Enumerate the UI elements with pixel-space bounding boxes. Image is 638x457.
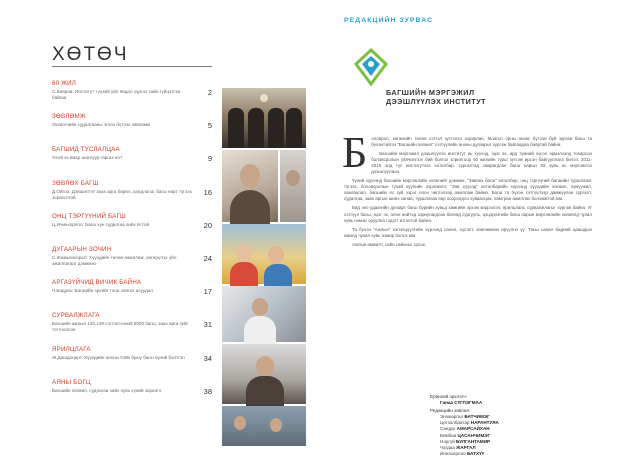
photo-children bbox=[222, 224, 306, 284]
toc-item[interactable] bbox=[52, 80, 212, 113]
photo-group-portrait bbox=[222, 88, 306, 148]
board-member-last: НАРАНТУЯА bbox=[470, 420, 499, 426]
editorial-article bbox=[342, 128, 592, 251]
board-member-first: Бямбаа bbox=[440, 432, 457, 438]
toc-item[interactable] bbox=[52, 146, 212, 179]
editorial-board-label: Редакцийн зөвлөл: bbox=[430, 408, 471, 414]
toc-item-description: Үнэлгээ ямар шалгуур гаргах вэ? bbox=[52, 155, 123, 161]
toc-item-heading: ЗӨВЛӨХ БАГШ bbox=[52, 179, 99, 187]
editorial-credits bbox=[430, 394, 499, 457]
face-shape bbox=[270, 418, 282, 432]
toc-item-page: 16 bbox=[203, 187, 212, 197]
photo-meeting bbox=[222, 406, 306, 446]
toc-item[interactable] bbox=[52, 180, 212, 213]
toc-item[interactable] bbox=[52, 279, 212, 312]
article-paragraph: Үүний хүрээнд багшийн мэргэжлийн хөгжлийг дэмжих, "Зөвлөх багш" хөтөлбөр, онц тэргүүний багшийн туршлагыг түгээх, боловсролын тухай хуулийн хэрэгжилт, "Зөв хүүхэд" хөтөлбөрийн хүрээнд хүүхдийн хөгжил, хүмүүжил, хамгаалал, багшийн ёс зүй зэрэг олон чиглэлээр ажиллаж байна. Багш та бүхэн сэтгүүлээр дамжуулан сургалт, судалгаа, заах аргын шинэ санаа, туршлагаа өөр хоорондоо хуваалцах, хамтран ажиллах боломжтой юм. bbox=[344, 178, 592, 202]
institute-logo-icon bbox=[350, 46, 392, 88]
article-paragraph: Та бүхэн "Ажлын" хэлэлцүүлгийн хүрээнд санал, хүсэлт, зөвлөмжөө ирүүлнэ үү. Таны санал бидний цаашдын ажилд чухал хувь нэмэр болох юм. bbox=[344, 226, 592, 238]
toc-item[interactable] bbox=[52, 113, 212, 146]
board-member-last: БАТХҮҮ bbox=[467, 450, 485, 456]
photo-interview bbox=[222, 344, 306, 404]
photo-teacher-portrait bbox=[222, 150, 278, 222]
toc-item-heading: АЯНЫ БОГЦ bbox=[52, 378, 91, 386]
face-shape bbox=[256, 356, 274, 376]
institute-logo-line1: БАГШИЙН МЭРГЭЖИЛ bbox=[386, 88, 475, 97]
toc-item[interactable] bbox=[52, 246, 212, 279]
photo-classroom bbox=[280, 150, 306, 222]
board-member-first: Иннэхорлоо bbox=[440, 450, 466, 456]
chief-editor-label: Ерөнхий эрхлэгч: bbox=[430, 394, 467, 399]
board-member-first: Энхжаргал bbox=[440, 414, 464, 420]
body-shape bbox=[244, 316, 276, 344]
face-shape bbox=[286, 170, 300, 186]
toc-item-heading: АРГАЗҮЙЧИД ВИЧИК БАЙНА bbox=[52, 279, 142, 287]
article-paragraph: Багшийн мэргэжил дээшлүүлэх институт нь хүүхэд, эцэг эх, ард түмний хүсэл эрмэлзэлд тохирсон боловсролын үйлчилгээг бий болгох зорилгоор 60 жилийн турш зүтгэж ирсэн байгууллага билээ. 2011-2015 онд тус институтээс хөтөлбөр, сургалтад хамрагдсан багш нарын 92 хувь нь мэргэжлээ дээшлүүлжээ. bbox=[371, 151, 592, 175]
toc-item[interactable] bbox=[52, 346, 212, 379]
editorial-heading: РЕДАКЦИЙН ЗУРВАС bbox=[344, 17, 434, 24]
toc-item[interactable] bbox=[52, 213, 212, 246]
toc-item-description: С.Баяраа: Институт түүхий үйл явдал үүргээ сайн гүйцэтгэж байгаа bbox=[52, 89, 181, 100]
board-member bbox=[430, 451, 499, 457]
toc-item[interactable] bbox=[52, 312, 212, 345]
face-shape bbox=[236, 244, 252, 262]
toc-item-description: Д.Ойгоо: Дэвшилтэт заах арга барил, хандлагыг багш нарт түгээх зорилготой bbox=[52, 188, 192, 200]
board-member-last: БАТЧИМЭГ bbox=[464, 414, 490, 420]
face-shape bbox=[234, 416, 246, 430]
chief-editor-row bbox=[430, 400, 499, 406]
board-member-first: Чагдаа bbox=[440, 444, 455, 450]
toc-item-page: 31 bbox=[203, 320, 212, 330]
toc-item-page: 5 bbox=[207, 121, 212, 131]
emblem-icon bbox=[260, 94, 268, 102]
body-shape bbox=[246, 376, 284, 406]
board-member-last: БУЛГАНТАМИР bbox=[456, 438, 491, 444]
toc-item-page: 34 bbox=[203, 353, 212, 363]
article-paragraph: Ажлын амжилт, сайн сайхныг хүсье. bbox=[352, 241, 427, 247]
toc-item-page: 24 bbox=[203, 253, 212, 263]
body-shape bbox=[264, 264, 292, 286]
toc-item-page: 9 bbox=[207, 154, 212, 164]
person-figure bbox=[248, 108, 264, 148]
body-shape bbox=[230, 262, 258, 286]
board-member-first: Цогзолбаатар bbox=[440, 420, 470, 426]
board-member-last: АМАРСАЙХАН bbox=[456, 426, 490, 432]
toc-item-description: Ч.Бадрах: Багшийн эрхийг тэгш хангах асуудал bbox=[52, 288, 153, 294]
toc-item-description: Багшийн хөгжил, судлагаа хийх хувь хүний зорилго bbox=[52, 387, 162, 393]
toc-item-heading: ЗӨВЛӨМЖ bbox=[52, 113, 86, 121]
toc-item-page: 20 bbox=[203, 220, 212, 230]
toc-item-description: Ц.Ичинхорлоо: Багш хүн судалгаа хийх ёстой bbox=[52, 221, 150, 227]
person-figure bbox=[228, 108, 244, 148]
toc-item-page: 2 bbox=[207, 88, 212, 97]
chief-editor-name: Ганаа СҮГЛЭГМАА bbox=[440, 400, 483, 406]
face-shape bbox=[252, 298, 268, 316]
article-paragraph: Бид энэ удаагийн дугаарт багш бүрийн хувьд хамгийн эрхэм мэдээлэл, ярилцлага, сурвалжлагыг хүргэж байна. Уг сэтгүүл багш, эцэг эх, олон нийтэд зориулагдсан бөгөөд сургууль, цэцэрлэгийн багш нарын мэргэжлийн хөгжилд чухал хувь нэмэр оруулна гэдэгт итгэлтэй байна. bbox=[344, 205, 592, 223]
toc-item-description: Багшийн ажлын 132,138 сэтгэлгээний 5000 багш, заах арга зүйг тогтоолсон bbox=[52, 321, 189, 333]
toc-item-heading: ЯРИЛЦЛАГА bbox=[52, 345, 91, 353]
face-shape bbox=[240, 164, 260, 188]
toc-item[interactable] bbox=[52, 379, 212, 412]
toc-item-description: Зохиогчийн судалгааны эгнээ бүтээх зөвлөмж bbox=[52, 122, 151, 128]
institute-logo-name bbox=[386, 88, 486, 106]
board-member-first: Нэргүй bbox=[440, 438, 455, 444]
institute-logo bbox=[350, 44, 500, 126]
toc-item-heading: ДУГААРЫН ЗОЧИН bbox=[52, 245, 112, 253]
board-member-last: ЖАРГАЛ bbox=[456, 444, 476, 450]
article-dropcap: Б bbox=[342, 128, 368, 177]
toc-divider bbox=[52, 66, 212, 67]
toc-item-page: 17 bbox=[203, 287, 212, 297]
toc-item-description: Ж.Дашдондог: Хүүхдийн анхны СӨБ буюу багш хүний бэлтгэл bbox=[52, 354, 185, 360]
person-figure bbox=[286, 108, 302, 148]
toc-item-heading: СУРВАЛЖЛАГА bbox=[52, 312, 100, 320]
article-paragraph: оловрол, хөгжлийн төлөө сэтгэл зүтгэлээ зориулан, Монгол орны өнөөг бүтээн буй зургаа багш та бүхэнтэйгээ "Багшийн хөгжил" сэтгүүлийн анхны дугаарыг хүргэж байгаадаа баяртай байна. bbox=[371, 136, 592, 148]
toc-list bbox=[52, 80, 212, 412]
toc-item-heading: БАГШИД ТУСЛАЛЦАА bbox=[52, 146, 120, 154]
toc-item-heading: 60 ЖИЛ bbox=[52, 80, 77, 87]
toc-item-page: 38 bbox=[203, 386, 212, 396]
toc-title: ХӨТӨЧ bbox=[52, 44, 129, 65]
toc-item-description: С.Жамьянхорол: Хүүхдийн төлөө ажиллаж, хөгжүүлэх үйл ажиллагааг дэмжинэ bbox=[52, 254, 177, 266]
photo-presentation bbox=[222, 286, 306, 342]
toc-item-heading: ОНЦ ТЭРГҮҮНИЙ БАГШ bbox=[52, 212, 126, 220]
institute-logo-line2: ДЭЭШЛҮҮЛЭХ ИНСТИТУТ bbox=[386, 97, 487, 106]
board-member-first: Сандаг bbox=[440, 426, 456, 432]
person-figure bbox=[268, 108, 284, 148]
face-shape bbox=[268, 246, 284, 264]
board-member-last: ЦАСАНЧИМЭГ bbox=[457, 432, 491, 438]
